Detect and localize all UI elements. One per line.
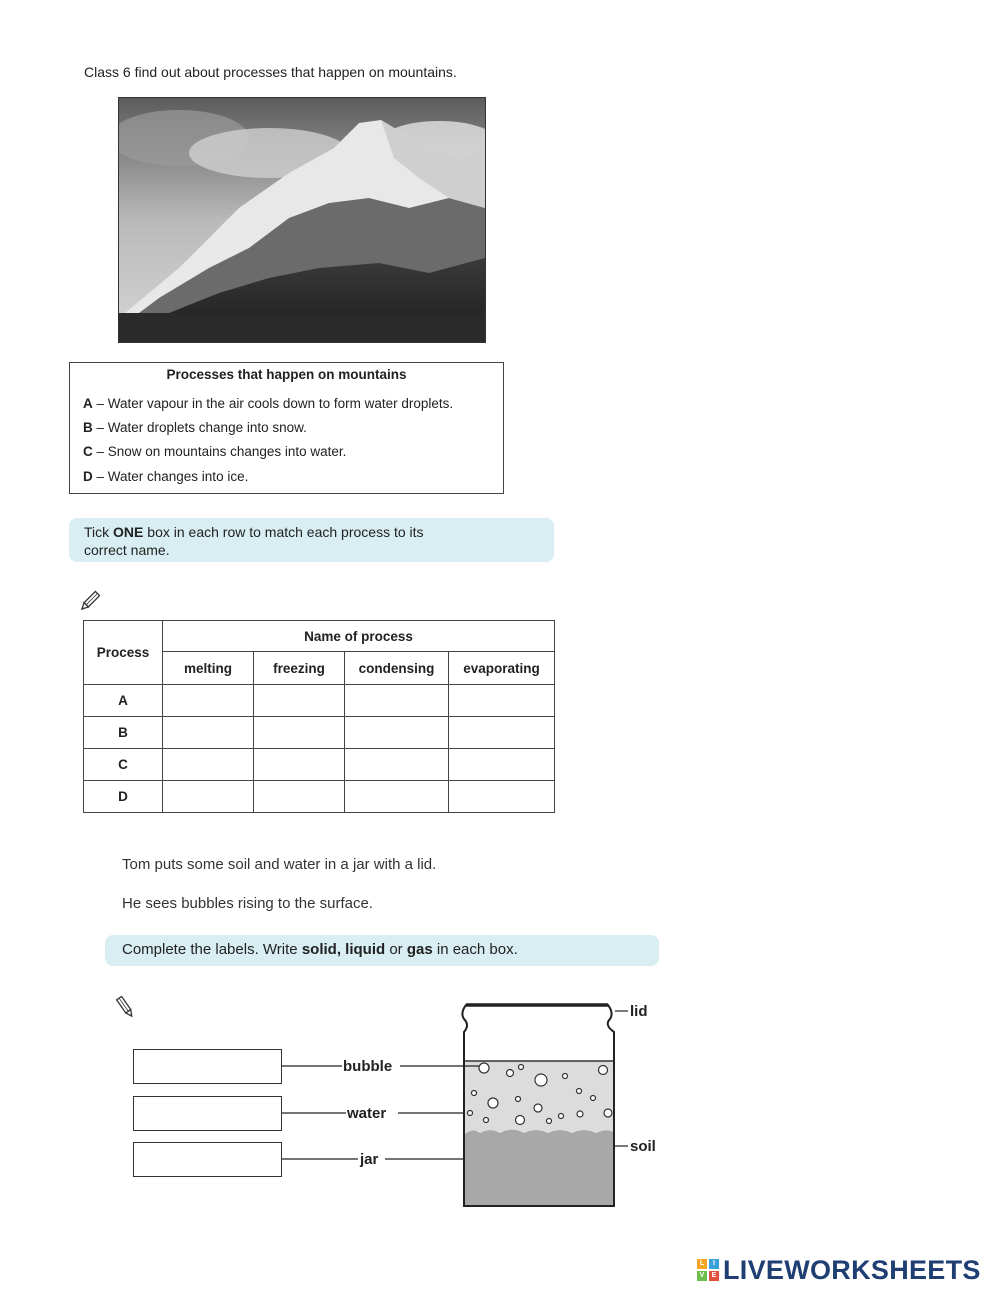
row-label-d: D	[84, 781, 163, 813]
tick-cell[interactable]	[449, 717, 555, 749]
label-lid: lid	[630, 1003, 648, 1020]
pencil-icon	[115, 996, 137, 1020]
tick-cell[interactable]	[345, 749, 449, 781]
mountain-image	[119, 98, 485, 342]
logo-block: E	[709, 1271, 719, 1281]
processes-title: Processes that happen on mountains	[166, 367, 407, 382]
process-header: Process	[84, 621, 163, 685]
tick-cell[interactable]	[254, 781, 345, 813]
paragraph-jar: Tom puts some soil and water in a jar with a lid.	[122, 856, 437, 873]
row-label-b: B	[84, 717, 163, 749]
logo-block: I	[709, 1259, 719, 1269]
instruction-labels: Complete the labels. Write solid, liquid or gas in each box.	[105, 935, 659, 966]
process-a: A – Water vapour in the air cools down to form water droplets.	[83, 396, 454, 411]
paragraph-bubbles: He sees bubbles rising to the surface.	[122, 895, 373, 912]
jar-diagram	[280, 995, 680, 1215]
process-b: B – Water droplets change into snow.	[83, 420, 307, 435]
process-d: D – Water changes into ice.	[83, 469, 249, 484]
tick-cell[interactable]	[254, 717, 345, 749]
tick-cell[interactable]	[163, 685, 254, 717]
col-evaporating: evaporating	[449, 652, 555, 685]
name-of-process-header: Name of process	[163, 621, 555, 652]
col-condensing: condensing	[345, 652, 449, 685]
tick-cell[interactable]	[163, 781, 254, 813]
label-water: water	[347, 1105, 387, 1122]
instruction-tick: Tick ONE box in each row to match each process to its correct name.	[69, 518, 554, 562]
tick-cell[interactable]	[254, 749, 345, 781]
col-melting: melting	[163, 652, 254, 685]
tick-cell[interactable]	[163, 717, 254, 749]
process-table	[83, 620, 555, 813]
intro-text: Class 6 find out about processes that happen on mountains.	[84, 64, 457, 80]
row-label-a: A	[84, 685, 163, 717]
logo-text: LIVEWORKSHEETS	[723, 1254, 981, 1285]
label-soil: soil	[630, 1138, 656, 1155]
tick-cell[interactable]	[449, 685, 555, 717]
tick-cell[interactable]	[163, 749, 254, 781]
col-freezing: freezing	[254, 652, 345, 685]
row-label-c: C	[84, 749, 163, 781]
tick-cell[interactable]	[345, 717, 449, 749]
answer-box-water[interactable]	[133, 1096, 282, 1131]
logo-block: L	[697, 1259, 707, 1269]
label-jar: jar	[360, 1151, 379, 1168]
tick-cell[interactable]	[449, 749, 555, 781]
label-bubble: bubble	[343, 1058, 393, 1075]
answer-box-bubble[interactable]	[133, 1049, 282, 1084]
liveworksheets-logo	[697, 1255, 981, 1285]
process-c: C – Snow on mountains changes into water.	[83, 444, 347, 459]
tick-cell[interactable]	[345, 685, 449, 717]
pencil-icon	[78, 590, 100, 614]
processes-box	[69, 362, 504, 494]
tick-cell[interactable]	[449, 781, 555, 813]
answer-box-jar[interactable]	[133, 1142, 282, 1177]
logo-block: V	[697, 1271, 707, 1281]
tick-cell[interactable]	[345, 781, 449, 813]
mountain-photo	[118, 97, 486, 343]
soil-layer	[464, 1130, 614, 1207]
tick-cell[interactable]	[254, 685, 345, 717]
logo-blocks	[697, 1259, 719, 1281]
